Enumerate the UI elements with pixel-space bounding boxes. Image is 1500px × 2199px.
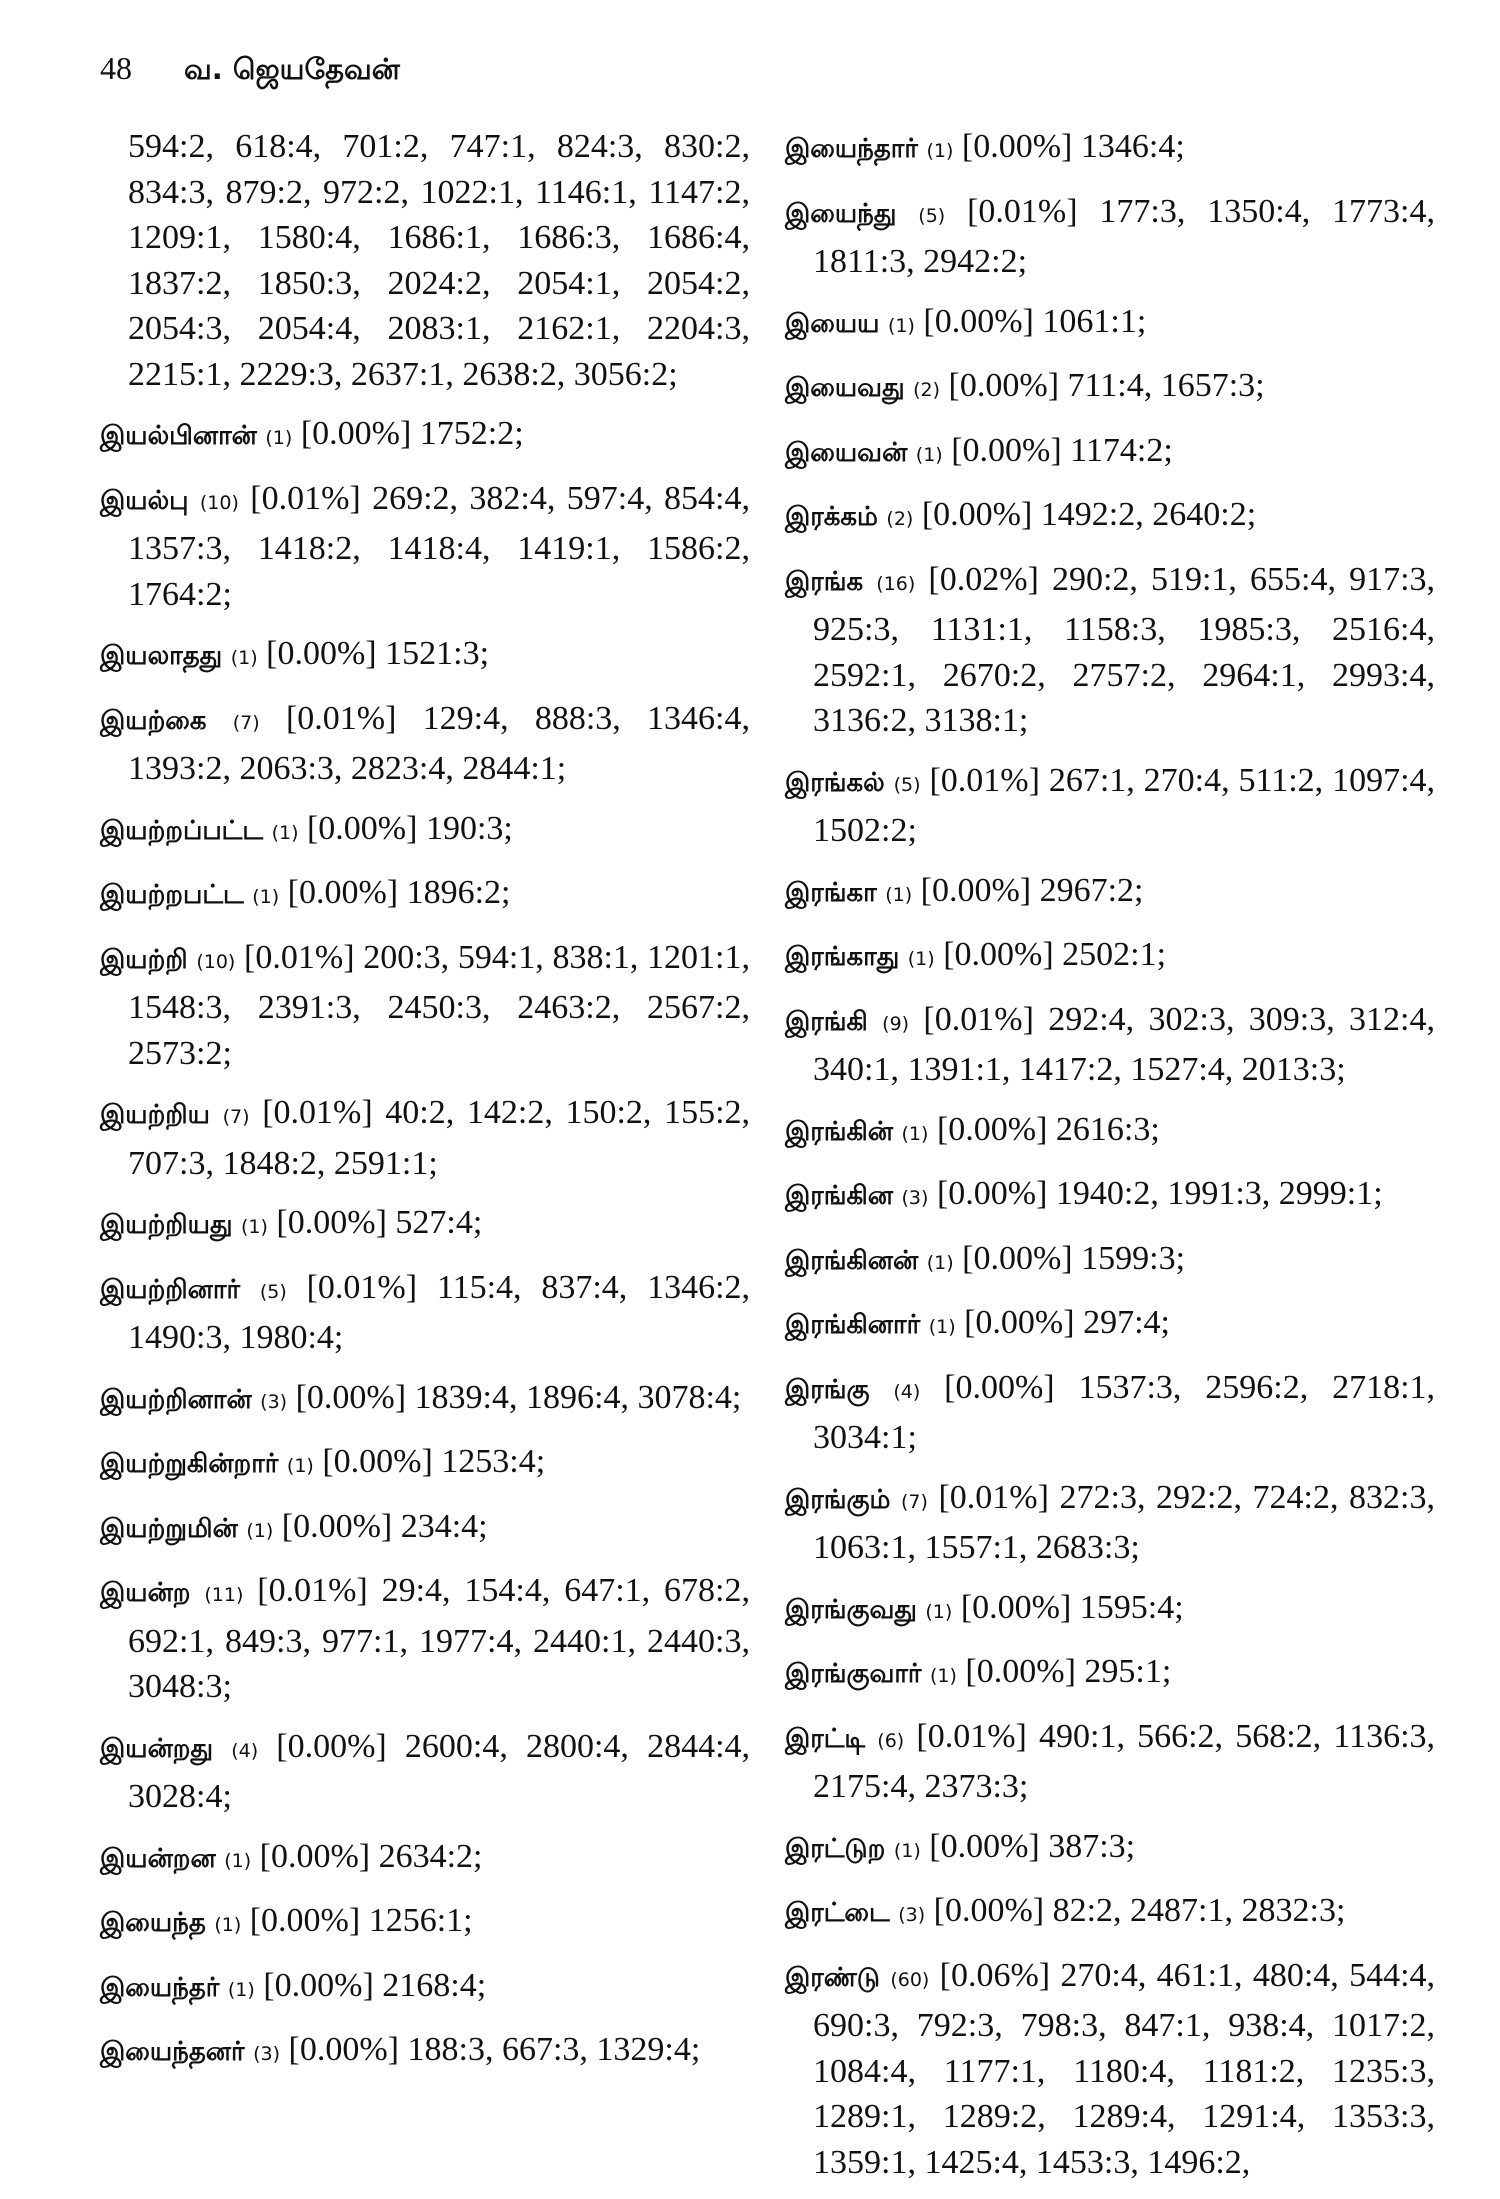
entry-headword: இயற்றியது <box>100 1210 233 1240</box>
entry-refs: [0.00%] 234:4; <box>281 1507 488 1545</box>
entry-headword: இரங்க <box>785 566 864 597</box>
index-entry <box>785 428 1435 479</box>
index-entry <box>785 1300 1435 1351</box>
entry-count: (3) <box>901 1187 929 1209</box>
entry-headword: இயற்றுமின் <box>100 1513 238 1544</box>
entry-refs: [0.01%] 292:4, 302:3, 309:3, 312:4, 340:1, 1391:1, 1417:2, 1527:4, 2013:3; <box>813 1000 1436 1088</box>
index-entry <box>100 870 750 921</box>
entry-count: (10) <box>199 491 239 514</box>
page-header <box>100 50 400 110</box>
entry-refs: [0.00%] 2168:4; <box>263 1966 487 2004</box>
entry-headword: இயைந்தர் <box>100 1972 220 2003</box>
entry-refs: [0.01%] 490:1, 566:2, 568:2, 1136:3, 2175:4, 2373:3; <box>813 1717 1436 1805</box>
entry-refs: [0.00%] 2502:1; <box>943 936 1167 973</box>
entry-refs: [0.00%] 527:4; <box>276 1204 483 1241</box>
entry-refs: [0.06%] 270:4, 461:1, 480:4, 544:4, 690:3, 792:3, 798:3, 847:1, 938:4, 1017:2, 1084:4, 1177:1, 1180:4, 1181:2, 1235:3, 1289:1, 1289:2, 1289:4, 1291:4, 1353:3, 1359:1, 1425:4, 1453:3, 1496:2, <box>813 1956 1436 2181</box>
entry-refs: [0.01%] 177:3, 1350:4, 1773:4, 1811:3, 2942:2; <box>813 192 1436 280</box>
entry-headword: இயைந்தார் <box>785 134 918 164</box>
index-entry <box>785 1236 1435 1287</box>
entry-headword: இயல்பினான் <box>100 421 257 451</box>
entry-count: (1) <box>246 1519 274 1542</box>
index-entry <box>100 1834 750 1885</box>
entry-count: (1) <box>241 1216 268 1238</box>
entry-refs: [0.00%] 1521:3; <box>266 635 490 672</box>
entry-count: (1) <box>230 647 258 669</box>
entry-headword: இயற்றிய <box>100 1100 210 1130</box>
entry-headword: இரங்குவது <box>785 1594 917 1625</box>
entry-headword: இயற்றி <box>100 944 188 975</box>
entry-refs: [0.00%] 1537:3, 2596:2, 2718:1, 3034:1; <box>813 1368 1436 1456</box>
entry-refs: [0.00%] 1174:2; <box>951 431 1173 469</box>
entry-headword: இயைய <box>785 308 880 339</box>
entry-headword: இயற்றபட்ட <box>100 880 244 910</box>
entry-count: (3) <box>260 1390 288 1413</box>
right-column <box>785 124 1435 2199</box>
entry-count: (1) <box>214 1914 242 1936</box>
entry-headword: இரங்கல் <box>785 767 885 798</box>
continuation-refs: 594:2, 618:4, 701:2, 747:1, 824:3, 830:2, 834:3, 879:2, 972:2, 1022:1, 1146:1, 1147:2, 1209:1, 1580:4, 1686:1, 1686:3, 1686:4, 1837:2, 1850:3, 2024:2, 2054:1, 2054:2, 2054:3, 2054:4, 2083:1, 2162:1, 2204:3, 2215:1, 2229:3, 2637:1, 2638:2, 3056:2; <box>128 128 750 393</box>
entry-count: (1) <box>928 1316 956 1338</box>
entry-count: (2) <box>886 508 914 530</box>
index-entry <box>100 411 750 462</box>
entry-headword: இரங்கின <box>785 1181 894 1211</box>
entry-headword: இரட்டை <box>785 1898 890 1928</box>
index-entry <box>100 1090 750 1186</box>
entry-count: (1) <box>265 427 293 449</box>
entry-count: (9) <box>882 1012 910 1035</box>
entry-refs: [0.00%] 2634:2; <box>259 1837 483 1875</box>
entry-headword: இயைந்து <box>785 198 897 229</box>
index-entry <box>785 1824 1435 1875</box>
left-entries <box>100 411 750 2078</box>
index-entry <box>100 935 750 1077</box>
entry-count: (2) <box>913 379 941 401</box>
entry-headword: இயல்பு <box>100 485 189 516</box>
entry-headword: இயன்ற <box>100 1578 191 1608</box>
index-entry <box>785 868 1435 919</box>
entry-headword: இயற்றினான் <box>100 1384 252 1415</box>
index-entry <box>785 1585 1435 1636</box>
entry-headword: இரக்கம் <box>785 502 878 532</box>
entry-refs: [0.00%] 2600:4, 2800:4, 2844:4, 3028:4; <box>128 1727 751 1815</box>
entry-headword: இயைந்த <box>100 1908 206 1938</box>
index-entry <box>100 806 750 857</box>
entry-count: (7) <box>232 711 260 734</box>
entry-refs: [0.00%] 1896:2; <box>287 874 511 911</box>
index-entry <box>785 1953 1435 2186</box>
entry-refs: [0.00%] 295:1; <box>965 1653 1172 1690</box>
entry-refs: [0.00%] 1839:4, 1896:4, 3078:4; <box>295 1378 742 1416</box>
entry-count: (1) <box>271 821 299 844</box>
entry-count: (3) <box>253 2043 281 2065</box>
entry-refs: [0.00%] 190:3; <box>306 809 513 847</box>
entry-count: (1) <box>926 1251 954 1274</box>
running-head: வ. ஜெயதேவன் <box>184 52 400 86</box>
entry-refs: [0.00%] 1256:1; <box>249 1902 473 1939</box>
entry-headword: இரங்குவார் <box>785 1659 922 1689</box>
entry-headword: இரங்கினன் <box>785 1245 919 1276</box>
entry-refs: [0.00%] 1346:4; <box>961 128 1185 165</box>
index-entry <box>100 1568 750 1710</box>
index-entry <box>785 492 1435 543</box>
entry-refs: [0.00%] 1253:4; <box>322 1443 546 1480</box>
entry-headword: இரங்கு <box>785 1374 870 1405</box>
entry-refs: [0.00%] 1595:4; <box>960 1588 1184 1626</box>
index-entry <box>100 1963 750 2014</box>
entry-count: (1) <box>907 948 935 970</box>
index-entry <box>785 189 1435 285</box>
entry-count: (10) <box>196 950 236 973</box>
entry-headword: இரட்டுற <box>785 1833 886 1864</box>
entry-refs: [0.01%] 269:2, 382:4, 597:4, 854:4, 1357:3, 1418:2, 1418:4, 1419:1, 1586:2, 1764:2; <box>128 479 751 613</box>
entry-count: (1) <box>224 1849 252 1872</box>
entry-refs: [0.01%] 200:3, 594:1, 838:1, 1201:1, 1548:3, 2391:3, 2450:3, 2463:2, 2567:2, 2573:2; <box>128 938 751 1072</box>
entry-count: (1) <box>286 1455 314 1477</box>
index-entry <box>785 1475 1435 1571</box>
entry-count: (3) <box>898 1904 926 1926</box>
entry-count: (4) <box>893 1380 921 1403</box>
entry-headword: இயன்றன <box>100 1843 216 1874</box>
right-entries <box>785 124 1435 2185</box>
entry-count: (1) <box>885 883 913 906</box>
entry-count: (11) <box>204 1584 244 1606</box>
entry-headword: இயற்றினார் <box>100 1274 241 1305</box>
index-entry <box>100 1439 750 1490</box>
entry-headword: இயைந்தனர் <box>100 2037 245 2067</box>
entry-count: (1) <box>901 1122 929 1145</box>
index-entry <box>785 758 1435 854</box>
entry-count: (1) <box>887 314 915 337</box>
index-entry <box>785 557 1435 744</box>
entry-headword: இயைவன் <box>785 437 908 468</box>
entry-headword: இயலாதது <box>100 641 223 671</box>
index-entry <box>100 631 750 682</box>
page-number: 48 <box>100 50 132 86</box>
index-entry <box>785 363 1435 414</box>
entry-refs: [0.01%] 272:3, 292:2, 724:2, 832:3, 1063:1, 1557:1, 2683:3; <box>813 1478 1435 1566</box>
entry-headword: இயற்றப்பட்ட <box>100 815 264 846</box>
index-entry <box>785 932 1435 983</box>
entry-headword: இரங்கும் <box>785 1484 891 1515</box>
entry-refs: [0.01%] 40:2, 142:2, 150:2, 155:2, 707:3, 1848:2, 2591:1; <box>128 1094 751 1182</box>
entry-count: (5) <box>893 773 921 796</box>
index-entry <box>100 1504 750 1555</box>
entry-headword: இயற்கை <box>100 705 207 736</box>
index-entry <box>785 1649 1435 1700</box>
entry-count: (5) <box>259 1280 287 1303</box>
entry-count: (1) <box>227 1978 255 2001</box>
entry-count: (1) <box>930 1665 957 1687</box>
index-entry <box>100 1200 750 1251</box>
index-entry <box>785 1714 1435 1810</box>
entry-refs: [0.01%] 267:1, 270:4, 511:2, 1097:4, 1502:2; <box>813 761 1436 849</box>
left-column <box>100 124 750 2092</box>
index-entry <box>785 299 1435 350</box>
entry-count: (1) <box>926 140 954 162</box>
entry-refs: [0.01%] 29:4, 154:4, 647:1, 678:2, 692:1, 849:3, 977:1, 1977:4, 2440:1, 2440:3, 3048:3; <box>128 1572 750 1705</box>
entry-headword: இயன்றது <box>100 1733 214 1764</box>
entry-count: (7) <box>900 1490 928 1513</box>
entry-headword: இரங்காது <box>785 942 900 972</box>
entry-refs: [0.00%] 387:3; <box>929 1827 1136 1865</box>
index-entry <box>785 1107 1435 1158</box>
entry-headword: இரங்கா <box>785 877 877 908</box>
index-entry <box>100 1898 750 1949</box>
entry-headword: இரண்டு <box>785 1962 881 1993</box>
entry-count: (16) <box>876 572 916 595</box>
entry-count: (60) <box>890 1968 930 1991</box>
entry-count: (1) <box>925 1600 953 1623</box>
index-entry <box>100 2027 750 2078</box>
index-entry <box>785 1365 1435 1461</box>
entry-refs: [0.00%] 1752:2; <box>300 415 524 452</box>
entry-count: (4) <box>231 1739 259 1762</box>
index-entry <box>100 1375 750 1426</box>
entry-count: (1) <box>252 886 280 908</box>
entry-refs: [0.00%] 82:2, 2487:1, 2832:3; <box>933 1892 1346 1929</box>
entry-refs: [0.00%] 297:4; <box>964 1304 1170 1341</box>
index-entry <box>100 696 750 792</box>
index-entry <box>785 1888 1435 1939</box>
index-entry <box>100 1265 750 1361</box>
entry-refs: [0.01%] 115:4, 837:4, 1346:2, 1490:3, 1980:4; <box>128 1268 751 1356</box>
index-entry <box>785 997 1435 1093</box>
entry-refs: [0.02%] 290:2, 519:1, 655:4, 917:3, 925:3, 1131:1, 1158:3, 1985:3, 2516:4, 2592:1, 2670:2, 2757:2, 2964:1, 2993:4, 3136:2, 3138:1; <box>813 560 1436 739</box>
entry-headword: இயைவது <box>785 373 905 403</box>
entry-refs: [0.00%] 2967:2; <box>920 871 1144 909</box>
entry-refs: [0.00%] 1492:2, 2640:2; <box>921 496 1257 533</box>
entry-refs: [0.00%] 711:4, 1657:3; <box>948 367 1265 404</box>
entry-headword: இரங்கினார் <box>785 1310 921 1340</box>
index-entry <box>785 124 1435 175</box>
entry-count: (1) <box>915 443 943 466</box>
entry-count: (5) <box>918 204 946 227</box>
entry-refs: [0.00%] 2616:3; <box>936 1110 1160 1148</box>
entry-headword: இயற்றுகின்றார் <box>100 1449 279 1479</box>
entry-count: (1) <box>893 1839 921 1862</box>
index-entry <box>100 1724 750 1820</box>
index-entry <box>785 1171 1435 1222</box>
entry-headword: இரங்கின் <box>785 1116 894 1147</box>
entry-refs: [0.00%] 1599:3; <box>962 1239 1186 1277</box>
entry-count: (7) <box>222 1106 250 1128</box>
entry-count: (6) <box>877 1729 905 1752</box>
entry-refs: [0.00%] 1061:1; <box>923 302 1147 340</box>
entry-headword: இரட்டி <box>785 1723 866 1754</box>
entry-refs: [0.00%] 188:3, 667:3, 1329:4; <box>288 2031 701 2068</box>
entry-headword: இரங்கி <box>785 1006 868 1037</box>
index-entry <box>100 476 750 618</box>
entry-refs: [0.00%] 1940:2, 1991:3, 2999:1; <box>936 1175 1383 1212</box>
entry-refs: [0.01%] 129:4, 888:3, 1346:4, 1393:2, 2063:3, 2823:4, 2844:1; <box>128 699 750 787</box>
